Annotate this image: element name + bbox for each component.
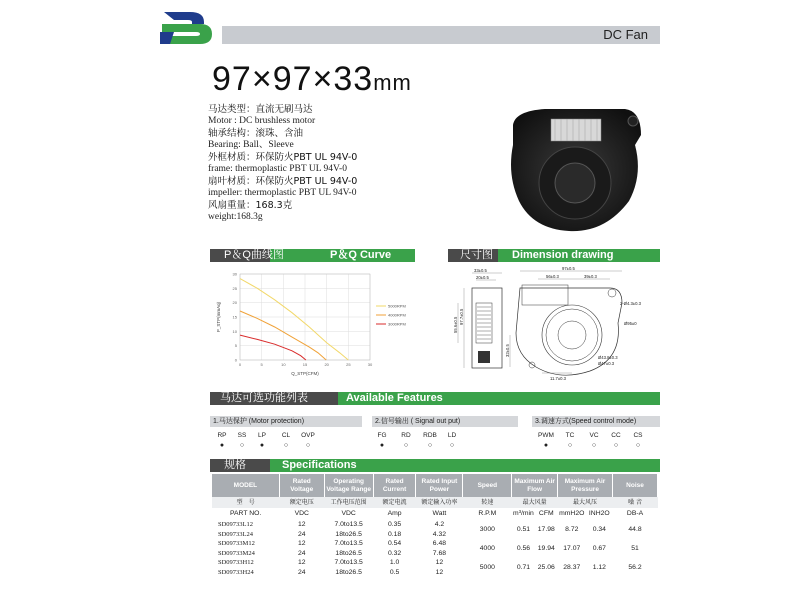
x-tick-label: 0 — [238, 362, 242, 367]
feature-item: RDB — [423, 432, 437, 439]
fan-product-image — [505, 105, 645, 237]
dim-label: 11.7±0.3 — [550, 376, 566, 381]
dim-label: 97.7±0.5 — [459, 308, 464, 325]
features-section-bar — [210, 392, 660, 405]
spec-section-bar — [210, 459, 660, 472]
table-row: SD09733M12 12 7.0to13.5 0.54 6.48 4000 0.56 19.94 17.07 0.67 51 — [218, 540, 639, 552]
weight-cn: 风扇重量：168.3克 — [208, 200, 293, 211]
y-tick-label: 20 — [232, 300, 237, 306]
features-title-en: Available Features — [346, 392, 443, 404]
y-tick-label: 25 — [232, 285, 237, 291]
dim-section-bar — [448, 249, 660, 262]
pq-title-en: P＆Q Curve — [330, 249, 392, 261]
feature-mark: ○ — [283, 442, 289, 449]
col-header: Operating Voltage Range — [324, 474, 373, 497]
dim-label: 55.6±0.5 — [453, 316, 458, 333]
spec-title-cn: 规格 — [224, 459, 246, 471]
col-header: Noise — [613, 474, 658, 497]
table-unit-row: PART NO. VDC VDC Amp Watt R.P.M m³/min CFM mmH2O INH2O DB-A — [229, 510, 644, 517]
feature-mark: ● — [259, 442, 265, 449]
x-tick-label: 10 — [281, 362, 286, 367]
dim-label: Ø43.8±0.3 — [598, 355, 618, 360]
x-tick-label: 20 — [324, 362, 329, 367]
col-header: Rated Voltage — [279, 474, 324, 497]
feature-mark: ○ — [427, 442, 433, 449]
col-header: Maximum Air Pressure — [558, 474, 613, 497]
y-tick-label: 10 — [232, 328, 237, 334]
header-bar — [222, 26, 660, 44]
table-header-row — [212, 474, 658, 497]
feature-item: CC — [611, 432, 621, 439]
motor-cn: 马达类型：直流无刷马达 — [208, 104, 313, 115]
feature-item: CS — [633, 432, 643, 439]
size-title: 97×97×33mm — [212, 60, 412, 98]
spec-title-en: Specifications — [282, 459, 357, 471]
dim-label: 56±0.3 — [546, 274, 559, 279]
bearing-cn: 轴承结构：滚珠、含油 — [208, 128, 304, 139]
legend-label: 4000RPM — [388, 312, 406, 318]
dim-label: 20±0.5 — [476, 275, 489, 280]
feature-mark: ● — [219, 442, 225, 449]
feature-mark: ○ — [403, 442, 409, 449]
feature-item: LD — [447, 432, 457, 439]
feature-mark: ○ — [449, 442, 455, 449]
spec-table — [212, 474, 658, 577]
legend-label: 3000RPM — [388, 321, 406, 327]
x-axis-label: Q_STP(CFM) — [291, 371, 319, 376]
dim-label: 33±0.5 — [474, 268, 487, 273]
table-cn-row: 型 号 额定电压 工作电压范围 额定电流 额定输入功率 转速 最大风量 最大风压 噪 音 — [212, 497, 658, 508]
feature-mark: ○ — [305, 442, 311, 449]
table-row: SD09733M24 24 18to26.5 0.32 7.68 — [218, 549, 447, 557]
dim-title-cn: 尺寸图 — [460, 249, 493, 261]
pq-section-bar — [210, 249, 415, 262]
motor-protection-header: 1.马达保护 (Motor protection) — [210, 416, 362, 427]
y-tick-label: 15 — [232, 314, 237, 320]
feature-mark: ○ — [567, 442, 573, 449]
company-logo — [160, 10, 216, 46]
series-line — [240, 279, 348, 360]
impeller-en: impeller: thermoplastic PBT UL 94V-0 — [208, 187, 357, 198]
feature-mark: ○ — [635, 442, 641, 449]
spec-list — [208, 104, 438, 224]
motor-en: Motor : DC brushless motor — [208, 115, 316, 126]
weight-en: weight:168.3g — [208, 211, 263, 222]
speed-control-header: 3.调速方式(Speed control mode) — [532, 416, 660, 427]
dimension-drawing — [450, 263, 660, 388]
feature-item: RP — [217, 432, 227, 439]
feature-mark: ● — [379, 442, 385, 449]
dim-label: 32±0.5 — [505, 344, 510, 357]
feature-item: VC — [589, 432, 599, 439]
impeller-cn: 扇叶材质：环保防火PBT UL 94V-0 — [208, 176, 358, 187]
feature-item: PWM — [538, 432, 554, 439]
y-tick-label: 5 — [234, 343, 237, 349]
dim-label: 2-Ø4.3±0.3 — [620, 301, 641, 306]
col-header: Maximum Air Flow — [512, 474, 558, 497]
feature-item: LP — [258, 432, 266, 439]
pq-curve-chart — [210, 266, 415, 386]
dim-label: 97±0.5 — [562, 266, 575, 271]
pq-title-cn: P＆Q曲线图 — [224, 249, 284, 261]
x-tick-label: 30 — [367, 362, 373, 367]
col-header: Rated Input Power — [416, 474, 463, 497]
col-header: Rated Current — [373, 474, 416, 497]
y-tick-label: 30 — [232, 271, 237, 277]
table-row: SD09733H12 12 7.0to13.5 1.0 12 5000 0.71 25.06 28.37 1.12 56.2 — [218, 559, 642, 571]
bearing-en: Bearing: Ball、Sleeve — [208, 139, 294, 150]
series-line — [240, 335, 306, 360]
y-axis-label: P_STP(mmAq) — [216, 301, 221, 333]
feature-item: FG — [377, 432, 387, 439]
feature-item: CL — [281, 432, 291, 439]
feature-item: RD — [401, 432, 411, 439]
feature-item: TC — [565, 432, 575, 439]
signal-out-header: 2.信号输出 ( Signal out put) — [372, 416, 518, 427]
x-tick-label: 5 — [260, 362, 263, 367]
dim-label: Ø95±0 — [624, 321, 637, 326]
product-type: DC Fan — [603, 27, 648, 42]
feature-mark: ○ — [591, 442, 597, 449]
col-header: Speed — [463, 474, 512, 497]
y-tick-label: 0 — [234, 357, 237, 363]
dim-label: 39±0.3 — [584, 274, 597, 279]
feature-mark: ○ — [613, 442, 619, 449]
feature-mark: ○ — [239, 442, 245, 449]
frame-en: frame: thermoplastic PBT UL 94V-0 — [208, 163, 347, 174]
table-row: SD09733L12 12 7.0to13.5 0.35 4.2 3000 0.51 17.98 8.72 0.34 44.8 — [218, 521, 642, 533]
feature-item: SS — [237, 432, 247, 439]
x-tick-label: 15 — [302, 362, 308, 367]
feature-item: OVP — [301, 432, 315, 439]
features-title-cn: 马达可选功能列表 — [220, 392, 308, 404]
table-row: SD09733L24 24 18to26.5 0.18 4.32 — [218, 530, 447, 538]
dim-title-en: Dimension drawing — [512, 249, 614, 261]
dim-label: Ø47±0.3 — [598, 361, 615, 366]
x-tick-label: 25 — [346, 362, 351, 367]
legend-label: 5000RPM — [388, 303, 406, 309]
frame-cn: 外框材质：环保防火PBT UL 94V-0 — [208, 152, 358, 163]
col-header: MODEL — [212, 474, 279, 497]
table-row: SD09733H24 24 18to26.5 0.5 12 — [218, 568, 444, 576]
feature-mark: ● — [543, 442, 549, 449]
